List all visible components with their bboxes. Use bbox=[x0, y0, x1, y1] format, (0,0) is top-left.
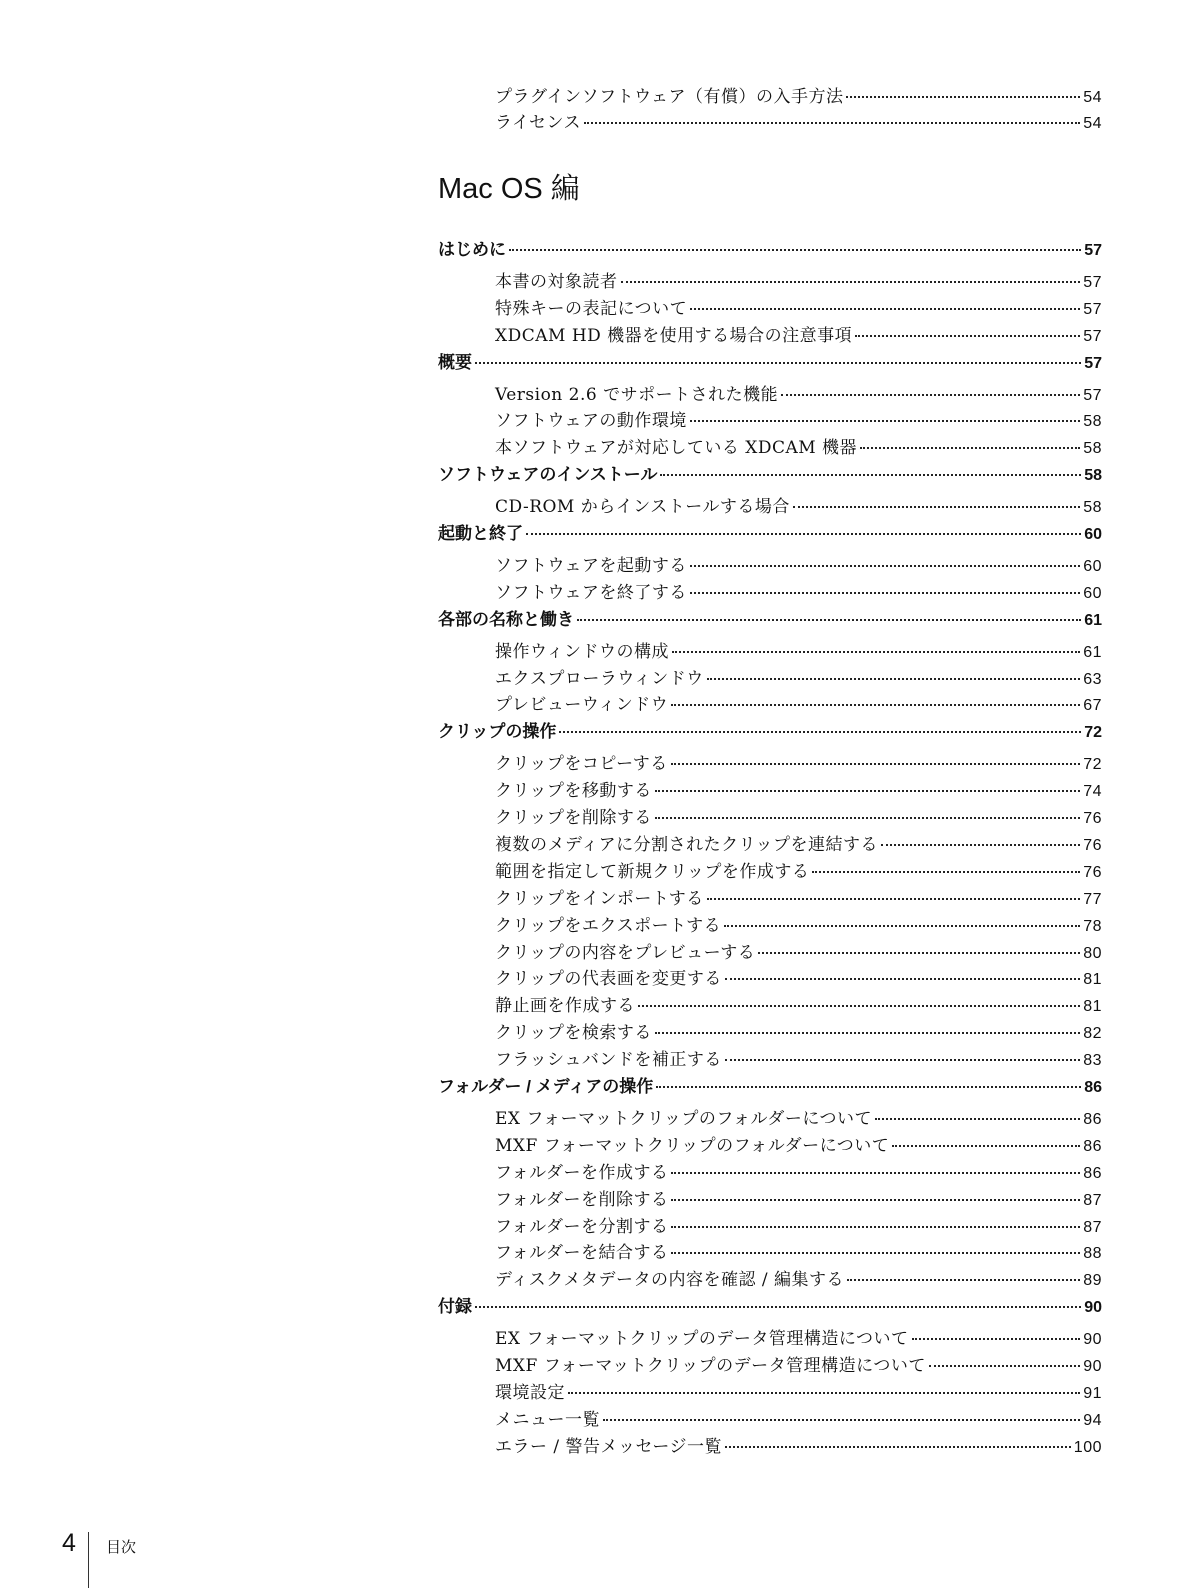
toc-entry-page: 86 bbox=[1083, 1110, 1102, 1128]
section-title: Mac OS 編 bbox=[438, 173, 580, 205]
toc-chapter[interactable] bbox=[438, 460, 1102, 485]
toc-entry[interactable] bbox=[495, 1185, 1102, 1210]
toc-entry-label: 本ソフトウェアが対応している XDCAM 機器 bbox=[495, 438, 858, 459]
dot-leader bbox=[671, 704, 1080, 706]
toc-entry-page: 86 bbox=[1083, 1164, 1102, 1182]
toc-entry[interactable] bbox=[495, 884, 1102, 909]
toc-entry-label: フラッシュバンドを補正する bbox=[495, 1050, 722, 1071]
toc-entry-page: 81 bbox=[1083, 971, 1102, 989]
dot-leader bbox=[671, 1172, 1080, 1174]
toc-entry-page: 76 bbox=[1083, 836, 1102, 854]
toc-entry-label: 静止画を作成する bbox=[495, 996, 635, 1017]
toc-entry-page: 91 bbox=[1083, 1384, 1102, 1402]
toc-entry[interactable] bbox=[495, 551, 1102, 576]
dot-leader bbox=[875, 1118, 1080, 1120]
toc-entry-page: 89 bbox=[1083, 1272, 1102, 1290]
toc-chapter-label: ソフトウェアのインストール bbox=[438, 465, 658, 485]
footer-label: 目次 bbox=[106, 1538, 137, 1556]
toc-entry-label: クリップを移動する bbox=[495, 781, 652, 802]
toc-entry[interactable] bbox=[495, 1324, 1102, 1349]
toc-entry-page: 87 bbox=[1083, 1191, 1102, 1209]
toc-entry[interactable] bbox=[495, 82, 1102, 107]
dot-leader bbox=[655, 790, 1080, 792]
toc-chapter[interactable] bbox=[438, 717, 1102, 742]
toc-entry[interactable] bbox=[495, 803, 1102, 828]
dot-leader bbox=[860, 447, 1080, 449]
toc-entry-page: 58 bbox=[1083, 440, 1102, 458]
toc-entry-page: 57 bbox=[1083, 386, 1102, 404]
toc-entry[interactable] bbox=[495, 857, 1102, 882]
dot-leader bbox=[929, 1365, 1080, 1367]
toc-entry-label: プラグインソフトウェア（有償）の入手方法 bbox=[495, 87, 844, 107]
toc-entry-page: 81 bbox=[1083, 998, 1102, 1016]
dot-leader bbox=[912, 1338, 1081, 1340]
dot-leader bbox=[690, 592, 1080, 594]
toc-entry-label: Version 2.6 でサポートされた機能 bbox=[495, 384, 779, 405]
toc-entry-page: 72 bbox=[1083, 756, 1102, 774]
toc-entry-page: 74 bbox=[1083, 783, 1102, 801]
toc-chapter[interactable] bbox=[438, 1072, 1102, 1097]
dot-leader bbox=[526, 533, 1081, 535]
toc-chapter[interactable] bbox=[438, 348, 1102, 373]
toc-entry[interactable] bbox=[495, 1212, 1102, 1237]
toc-entry-page: 90 bbox=[1083, 1358, 1102, 1375]
toc-entry-page: 67 bbox=[1083, 697, 1102, 715]
toc-entry-page: 60 bbox=[1083, 557, 1102, 575]
dot-leader bbox=[475, 1306, 1081, 1308]
toc-entry[interactable] bbox=[495, 1238, 1102, 1263]
dot-leader bbox=[793, 506, 1080, 508]
toc-entry-label: クリップを削除する bbox=[495, 808, 652, 828]
toc-entry[interactable] bbox=[495, 964, 1102, 989]
toc-chapter-label: 付録 bbox=[438, 1297, 472, 1317]
toc-entry[interactable] bbox=[495, 830, 1102, 855]
dot-leader bbox=[847, 1279, 1080, 1281]
toc-entry[interactable] bbox=[495, 1432, 1102, 1457]
dot-leader bbox=[881, 844, 1080, 846]
toc-entry[interactable] bbox=[495, 1104, 1102, 1129]
toc-entry-page: 76 bbox=[1083, 863, 1102, 881]
toc-entry-label: EX フォーマットクリップのデータ管理構造について bbox=[495, 1329, 909, 1350]
toc-entry-page: 80 bbox=[1083, 944, 1102, 962]
toc-entry-label: 操作ウィンドウの構成 bbox=[495, 641, 669, 662]
toc-entry[interactable] bbox=[495, 380, 1102, 405]
dot-leader bbox=[638, 1005, 1080, 1007]
toc-entry[interactable] bbox=[495, 1378, 1102, 1403]
toc-chapter-page: 72 bbox=[1084, 724, 1102, 742]
toc-entry-label: クリップをコピーする bbox=[495, 754, 668, 775]
dot-leader bbox=[725, 1446, 1071, 1448]
toc-chapter[interactable] bbox=[438, 605, 1102, 630]
toc-chapter-label: クリップの操作 bbox=[438, 722, 557, 742]
toc-entry-page: 57 bbox=[1083, 300, 1102, 318]
toc-entry-page: 57 bbox=[1083, 327, 1102, 345]
toc-entry[interactable] bbox=[495, 1131, 1102, 1156]
dot-leader bbox=[781, 394, 1080, 396]
dot-leader bbox=[690, 420, 1080, 422]
toc-entry[interactable] bbox=[495, 578, 1102, 603]
toc-entry[interactable] bbox=[495, 749, 1102, 774]
toc-chapter-page: 86 bbox=[1084, 1079, 1102, 1096]
footer-divider bbox=[88, 1532, 89, 1588]
toc-chapter-page: 58 bbox=[1084, 467, 1102, 485]
toc-entry[interactable] bbox=[495, 108, 1102, 133]
toc-chapter-label: 起動と終了 bbox=[438, 524, 523, 543]
dot-leader bbox=[812, 871, 1080, 873]
toc-entry[interactable] bbox=[495, 911, 1102, 936]
toc-chapter-page: 57 bbox=[1084, 242, 1102, 259]
toc-entry-label: EX フォーマットクリップのフォルダーについて bbox=[495, 1108, 872, 1129]
toc-entry[interactable] bbox=[495, 938, 1102, 963]
toc-chapter-label: 各部の名称と働き bbox=[438, 609, 574, 629]
toc-entry-label: MXF フォーマットクリップのフォルダーについて bbox=[495, 1135, 890, 1156]
dot-leader bbox=[671, 1199, 1080, 1201]
dot-leader bbox=[672, 651, 1080, 653]
toc-entry[interactable] bbox=[495, 637, 1102, 662]
dot-leader bbox=[559, 731, 1081, 733]
toc-entry-page: 90 bbox=[1083, 1331, 1102, 1349]
toc-entry-page: 58 bbox=[1083, 499, 1102, 517]
dot-leader bbox=[584, 122, 1080, 124]
toc-entry[interactable] bbox=[495, 1045, 1102, 1070]
toc-entry-label: 範囲を指定して新規クリップを作成する bbox=[495, 861, 810, 882]
toc-entry[interactable] bbox=[495, 991, 1102, 1016]
toc-entry-label: ディスクメタデータの内容を確認 / 編集する bbox=[495, 1270, 845, 1291]
toc-entry[interactable] bbox=[495, 664, 1102, 689]
toc-entry-label: ライセンス bbox=[495, 113, 581, 133]
toc-chapter-label: フォルダー / メディアの操作 bbox=[438, 1077, 654, 1096]
dot-leader bbox=[690, 565, 1080, 567]
toc-entry-label: フォルダーを結合する bbox=[495, 1243, 669, 1264]
toc-entry-label: 複数のメディアに分割されたクリップを連結する bbox=[495, 834, 878, 855]
toc-chapter-label: 概要 bbox=[438, 352, 472, 372]
dot-leader bbox=[671, 1226, 1080, 1228]
toc-entry-label: フォルダーを分割する bbox=[495, 1216, 669, 1237]
dot-leader bbox=[758, 952, 1080, 954]
toc-entry[interactable] bbox=[495, 776, 1102, 801]
toc-entry-label: プレビューウィンドウ bbox=[495, 695, 669, 716]
toc-entry-label: XDCAM HD 機器を使用する場合の注意事項 bbox=[495, 325, 853, 346]
toc-entry[interactable] bbox=[495, 1158, 1102, 1183]
dot-leader bbox=[892, 1145, 1080, 1147]
toc-entry-page: 54 bbox=[1083, 115, 1102, 132]
toc-entry-label: クリップの内容をプレビューする bbox=[495, 942, 756, 963]
toc-entry-label: クリップの代表画を変更する bbox=[495, 969, 722, 990]
toc-entry[interactable] bbox=[495, 406, 1102, 431]
toc-chapter-page: 60 bbox=[1084, 526, 1102, 543]
toc-entry-label: クリップをエクスポートする bbox=[495, 915, 722, 936]
dot-leader bbox=[671, 1252, 1080, 1254]
toc-entry-label: 環境設定 bbox=[495, 1382, 565, 1403]
toc-entry-page: 94 bbox=[1083, 1411, 1102, 1429]
toc-entry-page: 54 bbox=[1083, 89, 1102, 106]
toc-entry[interactable] bbox=[495, 321, 1102, 346]
toc-entry[interactable] bbox=[495, 1018, 1102, 1043]
dot-leader bbox=[724, 925, 1080, 927]
dot-leader bbox=[568, 1392, 1080, 1394]
toc-entry-page: 88 bbox=[1083, 1245, 1102, 1263]
toc-entry-label: ソフトウェアの動作環境 bbox=[495, 411, 687, 432]
toc-entry-label: CD-ROM からインストールする場合 bbox=[495, 497, 790, 518]
page-number: 4 bbox=[62, 1529, 76, 1557]
toc-entry-page: 76 bbox=[1083, 810, 1102, 827]
dot-leader bbox=[690, 308, 1080, 310]
toc-entry[interactable] bbox=[495, 1265, 1102, 1290]
toc-entry-page: 60 bbox=[1083, 584, 1102, 602]
toc-entry-label: 特殊キーの表記について bbox=[495, 298, 688, 319]
toc-entry-label: ソフトウェアを終了する bbox=[495, 582, 687, 603]
toc-chapter-label: はじめに bbox=[438, 240, 506, 259]
dot-leader bbox=[621, 281, 1081, 283]
toc-entry-page: 61 bbox=[1083, 643, 1102, 661]
toc-entry[interactable] bbox=[495, 690, 1102, 715]
toc-entry-page: 100 bbox=[1073, 1438, 1102, 1456]
toc-chapter-page: 57 bbox=[1084, 354, 1102, 372]
toc-entry[interactable] bbox=[495, 267, 1102, 292]
toc-entry-page: 63 bbox=[1083, 670, 1102, 688]
toc-chapter-page: 90 bbox=[1084, 1299, 1102, 1317]
toc-entry[interactable] bbox=[495, 492, 1102, 517]
dot-leader bbox=[509, 249, 1081, 251]
toc-entry[interactable] bbox=[495, 433, 1102, 458]
toc-entry-page: 78 bbox=[1083, 917, 1102, 935]
dot-leader bbox=[725, 978, 1080, 980]
dot-leader bbox=[655, 817, 1080, 819]
toc-entry[interactable] bbox=[495, 1351, 1102, 1376]
dot-leader bbox=[707, 678, 1080, 680]
toc-entry-page: 82 bbox=[1083, 1025, 1102, 1043]
dot-leader bbox=[577, 619, 1081, 621]
toc-entry-page: 83 bbox=[1083, 1052, 1102, 1070]
toc-entry[interactable] bbox=[495, 294, 1102, 319]
toc-entry-label: MXF フォーマットクリップのデータ管理構造について bbox=[495, 1356, 926, 1376]
dot-leader bbox=[855, 335, 1080, 337]
toc-entry-page: 58 bbox=[1083, 413, 1102, 431]
toc-chapter[interactable] bbox=[438, 1292, 1102, 1317]
dot-leader bbox=[725, 1059, 1080, 1061]
dot-leader bbox=[656, 1086, 1081, 1088]
toc-entry-label: フォルダーを作成する bbox=[495, 1162, 669, 1183]
toc-entry-label: メニュー一覧 bbox=[495, 1409, 600, 1430]
toc-entry-page: 77 bbox=[1083, 890, 1102, 908]
toc-entry-page: 57 bbox=[1083, 273, 1102, 291]
toc-entry-page: 86 bbox=[1083, 1137, 1102, 1155]
toc-entry-label: ソフトウェアを起動する bbox=[495, 555, 687, 576]
toc-entry-label: フォルダーを削除する bbox=[495, 1189, 669, 1210]
dot-leader bbox=[475, 362, 1081, 364]
toc-entry-label: エラー / 警告メッセージ一覧 bbox=[495, 1436, 723, 1457]
dot-leader bbox=[660, 474, 1081, 476]
dot-leader bbox=[846, 96, 1080, 98]
toc-entry-label: 本書の対象読者 bbox=[495, 271, 618, 292]
toc-chapter[interactable] bbox=[438, 235, 1102, 260]
toc-entry-label: クリップを検索する bbox=[495, 1023, 652, 1044]
dot-leader bbox=[671, 763, 1080, 765]
dot-leader bbox=[655, 1032, 1080, 1034]
toc-entry-label: クリップをインポートする bbox=[495, 888, 704, 909]
toc-entry-label: エクスプローラウィンドウ bbox=[495, 668, 704, 689]
toc-entry-page: 87 bbox=[1083, 1218, 1102, 1236]
toc-chapter[interactable] bbox=[438, 519, 1102, 544]
toc-entry[interactable] bbox=[495, 1405, 1102, 1430]
dot-leader bbox=[707, 898, 1080, 900]
toc-chapter-page: 61 bbox=[1084, 611, 1102, 629]
dot-leader bbox=[603, 1419, 1080, 1421]
